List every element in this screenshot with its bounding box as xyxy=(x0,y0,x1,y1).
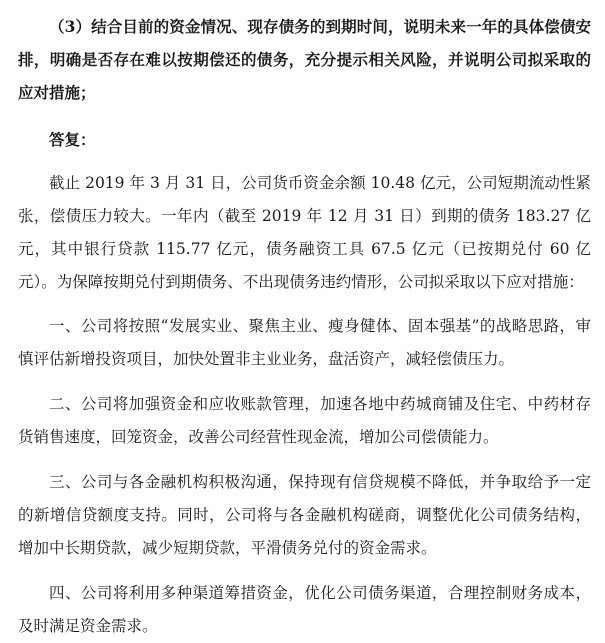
body-paragraph-measure-1: 一、公司将按照“发展实业、聚焦主业、瘦身健体、固本强基”的战略思路，审慎评估新增投资项目，加快处置非主业业务，盘活资产，减轻偿债压力。 xyxy=(18,317,591,368)
body-paragraph-measure-3: 三、公司与各金融机构积极沟通，保持现有信贷规模不降低，并争取给予一定的新增信贷额度支持。同时，公司将与各金融机构磋商，调整优化公司债务结构，增加中长期贷款，减少短期贷款，平滑债务兑付的资金需求。 xyxy=(18,473,591,557)
body-paragraph-funds-status: 截止 2019 年 3 月 31 日，公司货币资金余额 10.48 亿元，公司短期流动性紧张，偿债压力较大。一年内（截至 2019 年 12 月 31 日）到期的债务 183.27 亿元，其中银行贷款 115.77 亿元，债务融资工具 67.5 亿元（已按期兑付 60 亿元）。为保障按期兑付到期债务、不出现债务违约情形，公司拟采取以下应对措施： xyxy=(18,174,591,291)
body-paragraph-measure-4: 四、公司将利用多种渠道筹措资金，优化公司债务渠道，合理控制财务成本，及时满足资金需求。 xyxy=(18,584,591,635)
body-paragraph-measure-2: 二、公司将加强资金和应收账款管理，加速各地中药城商铺及住宅、中药材存货销售速度，回笼资金，改善公司经营性现金流，增加公司偿债能力。 xyxy=(18,395,591,446)
question-paragraph: （3）结合目前的资金情况、现存债务的到期时间，说明未来一年的具体偿债安排，明确是否存在难以按期偿还的债务，充分提示相关风险，并说明公司拟采取的应对措施； xyxy=(18,17,591,102)
answer-heading: 答复： xyxy=(49,130,96,149)
